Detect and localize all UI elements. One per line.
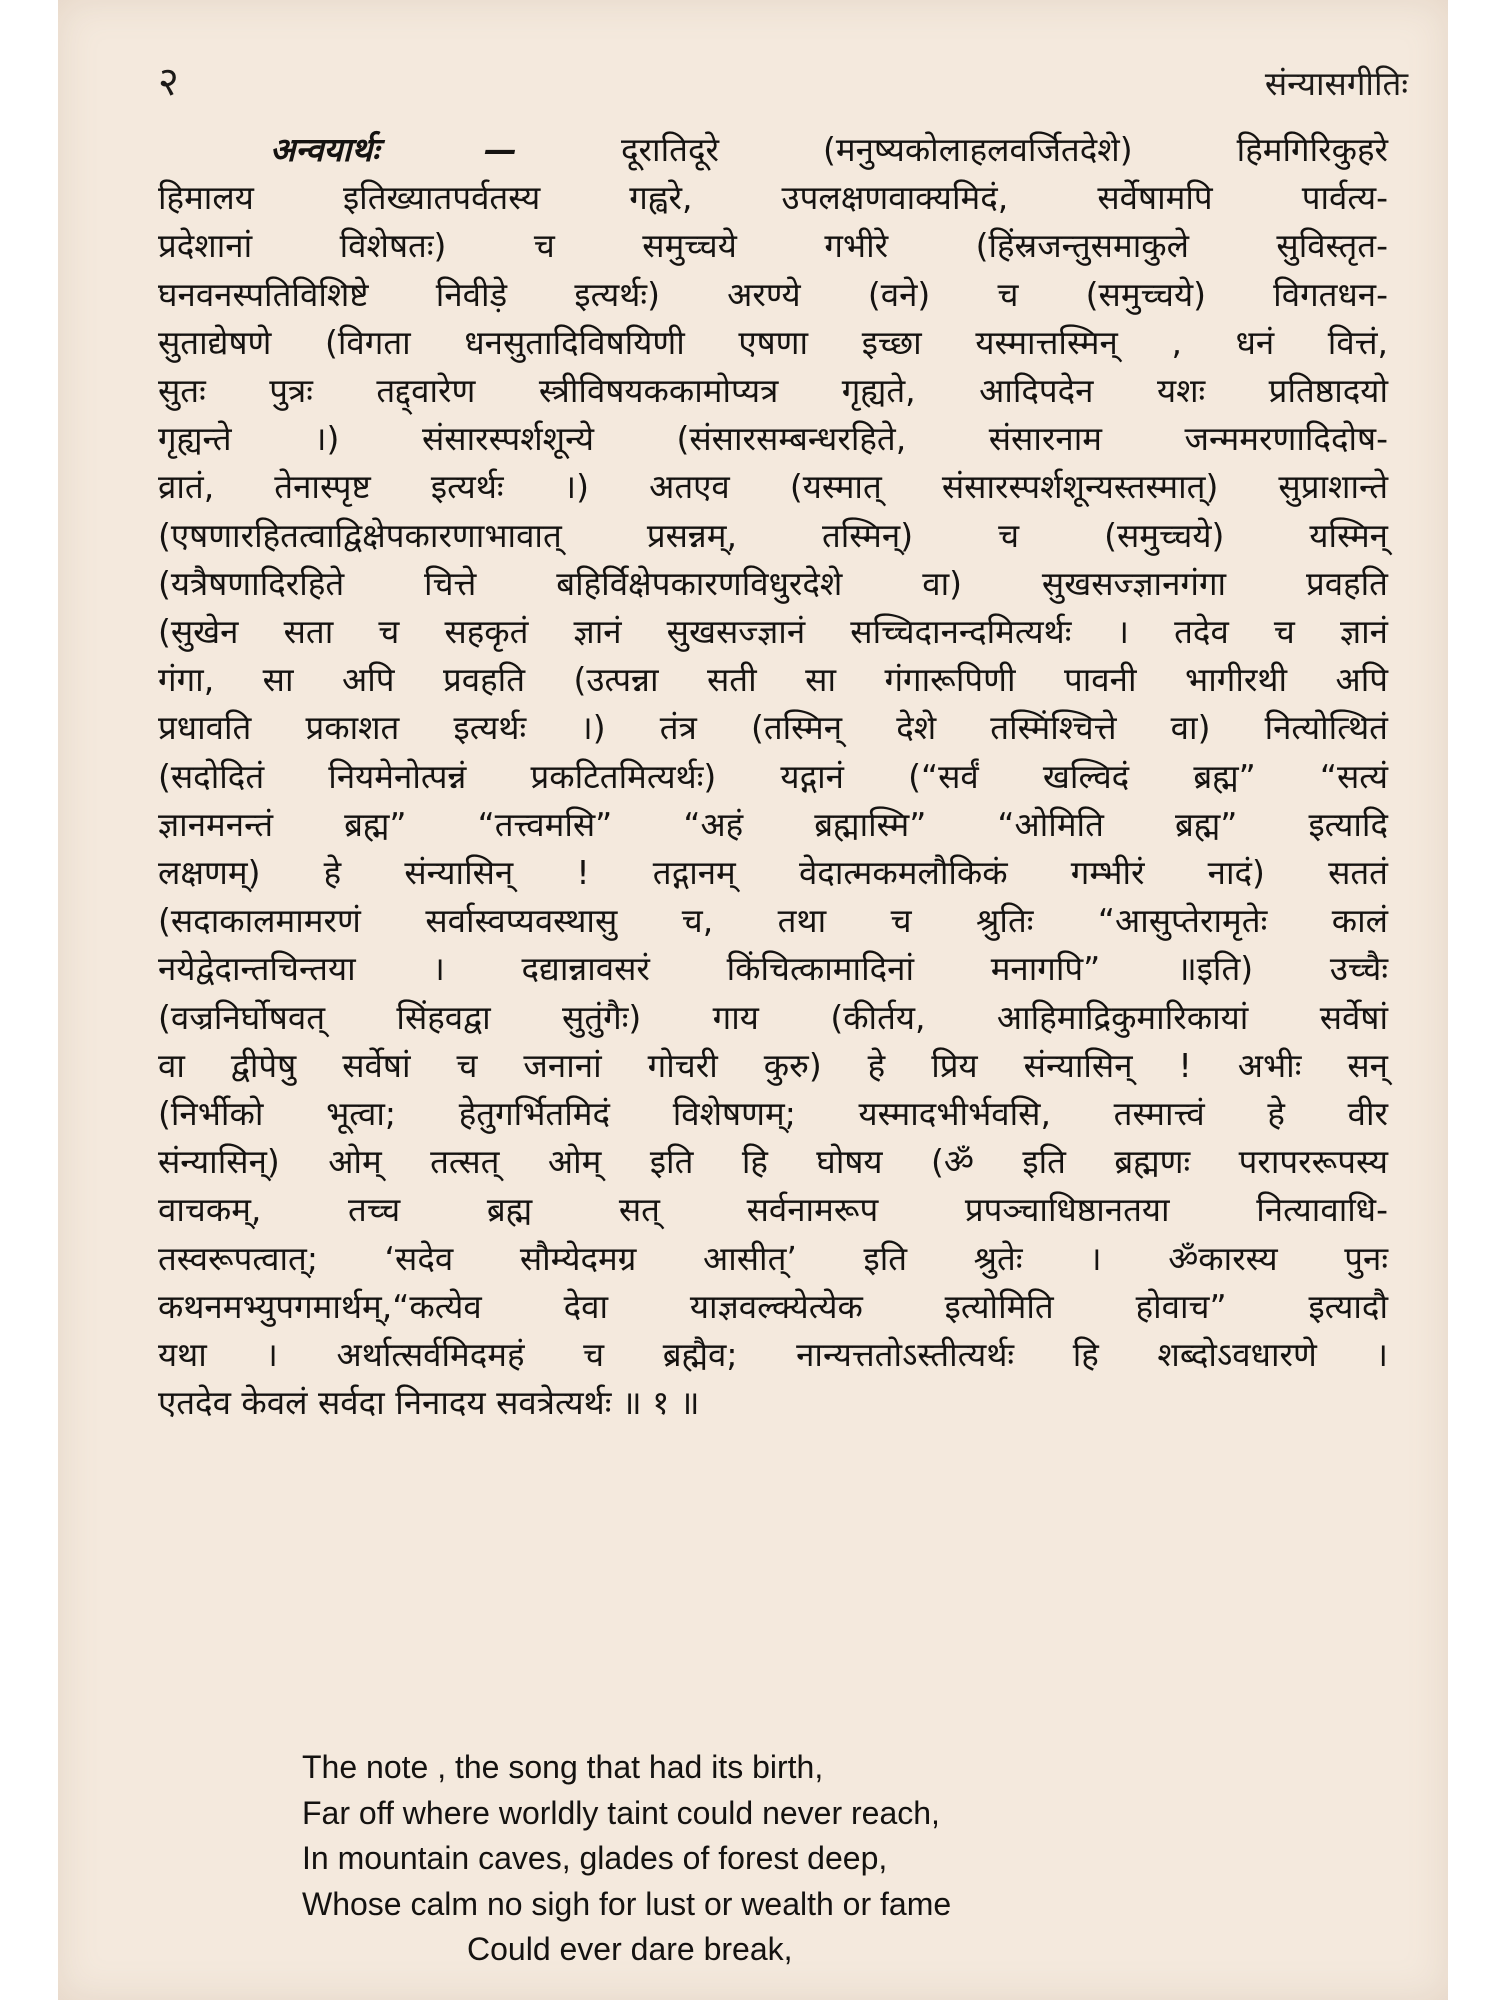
commentary-line: व्रातं, तेनास्पृष्ट इत्यर्थः ।) अतएव (यस्मात् संसारस्पर्शशून्यस्तस्मात्) सुप्राशान्ते xyxy=(158,467,1388,507)
book-title: संन्यासगीतिः xyxy=(1264,64,1408,103)
commentary-lead-word: अन्वयार्थः — xyxy=(270,130,517,169)
commentary-line: (एषणारहितत्वाद्विक्षेपकारणाभावात् प्रसन्नम्, तस्मिन्) च (समुच्चये) यस्मिन् xyxy=(158,515,1388,555)
commentary-line: घनवनस्पतिविशिष्टे निवीड़े इत्यर्थः) अरण्ये (वने) च (समुच्चये) विगतधन- xyxy=(158,274,1388,314)
commentary-line: वाचकम्, तच्च ब्रह्म सत् सर्वनामरूप प्रपञ्चाधिष्ठानतया नित्यावाधि- xyxy=(158,1190,1388,1230)
english-verse xyxy=(302,1745,1302,1973)
commentary-line: (सदाकालमामरणं सर्वास्वप्यवस्थासु च, तथा च श्रुतिः “आसुप्तेरामृतेः कालं xyxy=(158,901,1388,941)
commentary-line: एतदेव केवलं सर्वदा निनादय सवत्रेत्यर्थः ॥ १ ॥ xyxy=(158,1383,700,1423)
commentary-line: गंगा, सा अपि प्रवहति (उत्पन्ना सती सा गंगारूपिणी पावनी भागीरथी अपि xyxy=(158,660,1388,700)
book-page xyxy=(58,0,1448,2000)
commentary-line: सुतः पुत्रः तद्द्वारेण स्त्रीविषयककामोप्यत्र गृह्यते, आदिपदेन यशः प्रतिष्ठादयो xyxy=(158,371,1388,411)
commentary-line: (सुखेन सता च सहकृतं ज्ञानं सुखसज्ज्ञानं सच्चिदानन्दमित्यर्थः । तदेव च ज्ञानं xyxy=(158,612,1388,652)
page-number: २ xyxy=(158,59,179,105)
commentary-line: लक्षणम्) हे संन्यासिन् ! तद्गानम् वेदात्मकमलौकिकं गम्भीरं नादं) सततं xyxy=(158,853,1388,893)
commentary-line: (यत्रैषणादिरहिते चित्ते बहिर्विक्षेपकारणविधुरदेशे वा) सुखसज्ज्ञानगंगा प्रवहति xyxy=(158,563,1388,603)
commentary-paragraph xyxy=(158,126,1388,1427)
commentary-line: वा द्वीपेषु सर्वेषां च जनानां गोचरी कुरु) हे प्रिय संन्यासिन् ! अभीः सन् xyxy=(158,1045,1388,1085)
commentary-line: प्रधावति प्रकाशत इत्यर्थः ।) तंत्र (तस्मिन् देशे तस्मिंश्चित्ते वा) नित्योत्थितं xyxy=(158,708,1388,748)
verse-line: Far off where worldly taint could never reach, xyxy=(302,1794,940,1831)
verse-line: In mountain caves, glades of forest deep, xyxy=(302,1840,888,1876)
commentary-line: गृह्यन्ते ।) संसारस्पर्शशून्ये (संसारसम्बन्धरहिते, संसारनाम जन्ममरणादिदोष- xyxy=(158,419,1388,459)
commentary-line: प्रदेशानां विशेषतः) च समुच्चये गभीरे (हिंस्रजन्तुसमाकुले सुविस्तृत- xyxy=(158,226,1388,266)
commentary-line: ज्ञानमनन्तं ब्रह्म” “तत्त्वमसि” “अहं ब्रह्मास्मि” “ओमिति ब्रह्म” इत्यादि xyxy=(158,804,1388,844)
running-header xyxy=(158,56,1408,116)
commentary-line: यथा । अर्थात्सर्वमिदमहं च ब्रह्मैव; नान्यत्ततोऽस्तीत्यर्थः हि शब्दोऽवधारणे । xyxy=(158,1335,1388,1375)
commentary-line: कथनमभ्युपगमार्थम्,“कत्येव देवा याज्ञवल्क्येत्येक इत्योमिति होवाच” इत्यादौ xyxy=(158,1286,1388,1326)
commentary-line: (सदोदितं नियमेनोत्पन्नं प्रकटितमित्यर्थः) यद्गानं (“सर्वं खल्विदं ब्रह्म” “सत्यं xyxy=(158,756,1388,796)
commentary-line: संन्यासिन्) ओम् तत्सत् ओम् इति हि घोषय (ॐ इति ब्रह्मणः परापररूपस्य xyxy=(158,1142,1388,1182)
verse-line: The note , the song that had its birth, xyxy=(302,1749,824,1785)
commentary-line: सुताद्येषणे (विगता धनसुतादिविषयिणी एषणा इच्छा यस्मात्तस्मिन् , धनं वित्तं, xyxy=(158,322,1388,362)
commentary-line: (वज्रनिर्घोषवत् सिंहवद्वा सुतुंगैः) गाय (कीर्तय, आहिमाद्रिकुमारिकायां सर्वेषां xyxy=(158,997,1388,1037)
verse-line: Could ever dare break, xyxy=(467,1931,793,1967)
commentary-line xyxy=(158,126,1388,174)
commentary-line-text: दूरातिदूरे (मनुष्यकोलाहलवर्जितदेशे) हिमगिरिकुहरे xyxy=(516,130,1388,169)
commentary-line: तस्वरूपत्वात्; ‘सदेव सौम्येदमग्र आसीत्’ इति श्रुतेः । ॐकारस्य पुनः xyxy=(158,1238,1388,1278)
commentary-line: नयेद्वेदान्तचिन्तया । दद्यान्नावसरं किंचित्कामादिनां मनागपि” ॥इति) उच्चैः xyxy=(158,949,1388,989)
commentary-line: हिमालय इतिख्यातपर्वतस्य गह्वरे, उपलक्षणवाक्यमिदं, सर्वेषामपि पार्वत्य- xyxy=(158,178,1388,218)
verse-line: Whose calm no sigh for lust or wealth or fame xyxy=(302,1885,952,1922)
commentary-line: (निर्भीको भूत्वा; हेतुगर्भितमिदं विशेषणम्; यस्मादभीर्भवसि, तस्मात्त्वं हे वीर xyxy=(158,1094,1388,1134)
